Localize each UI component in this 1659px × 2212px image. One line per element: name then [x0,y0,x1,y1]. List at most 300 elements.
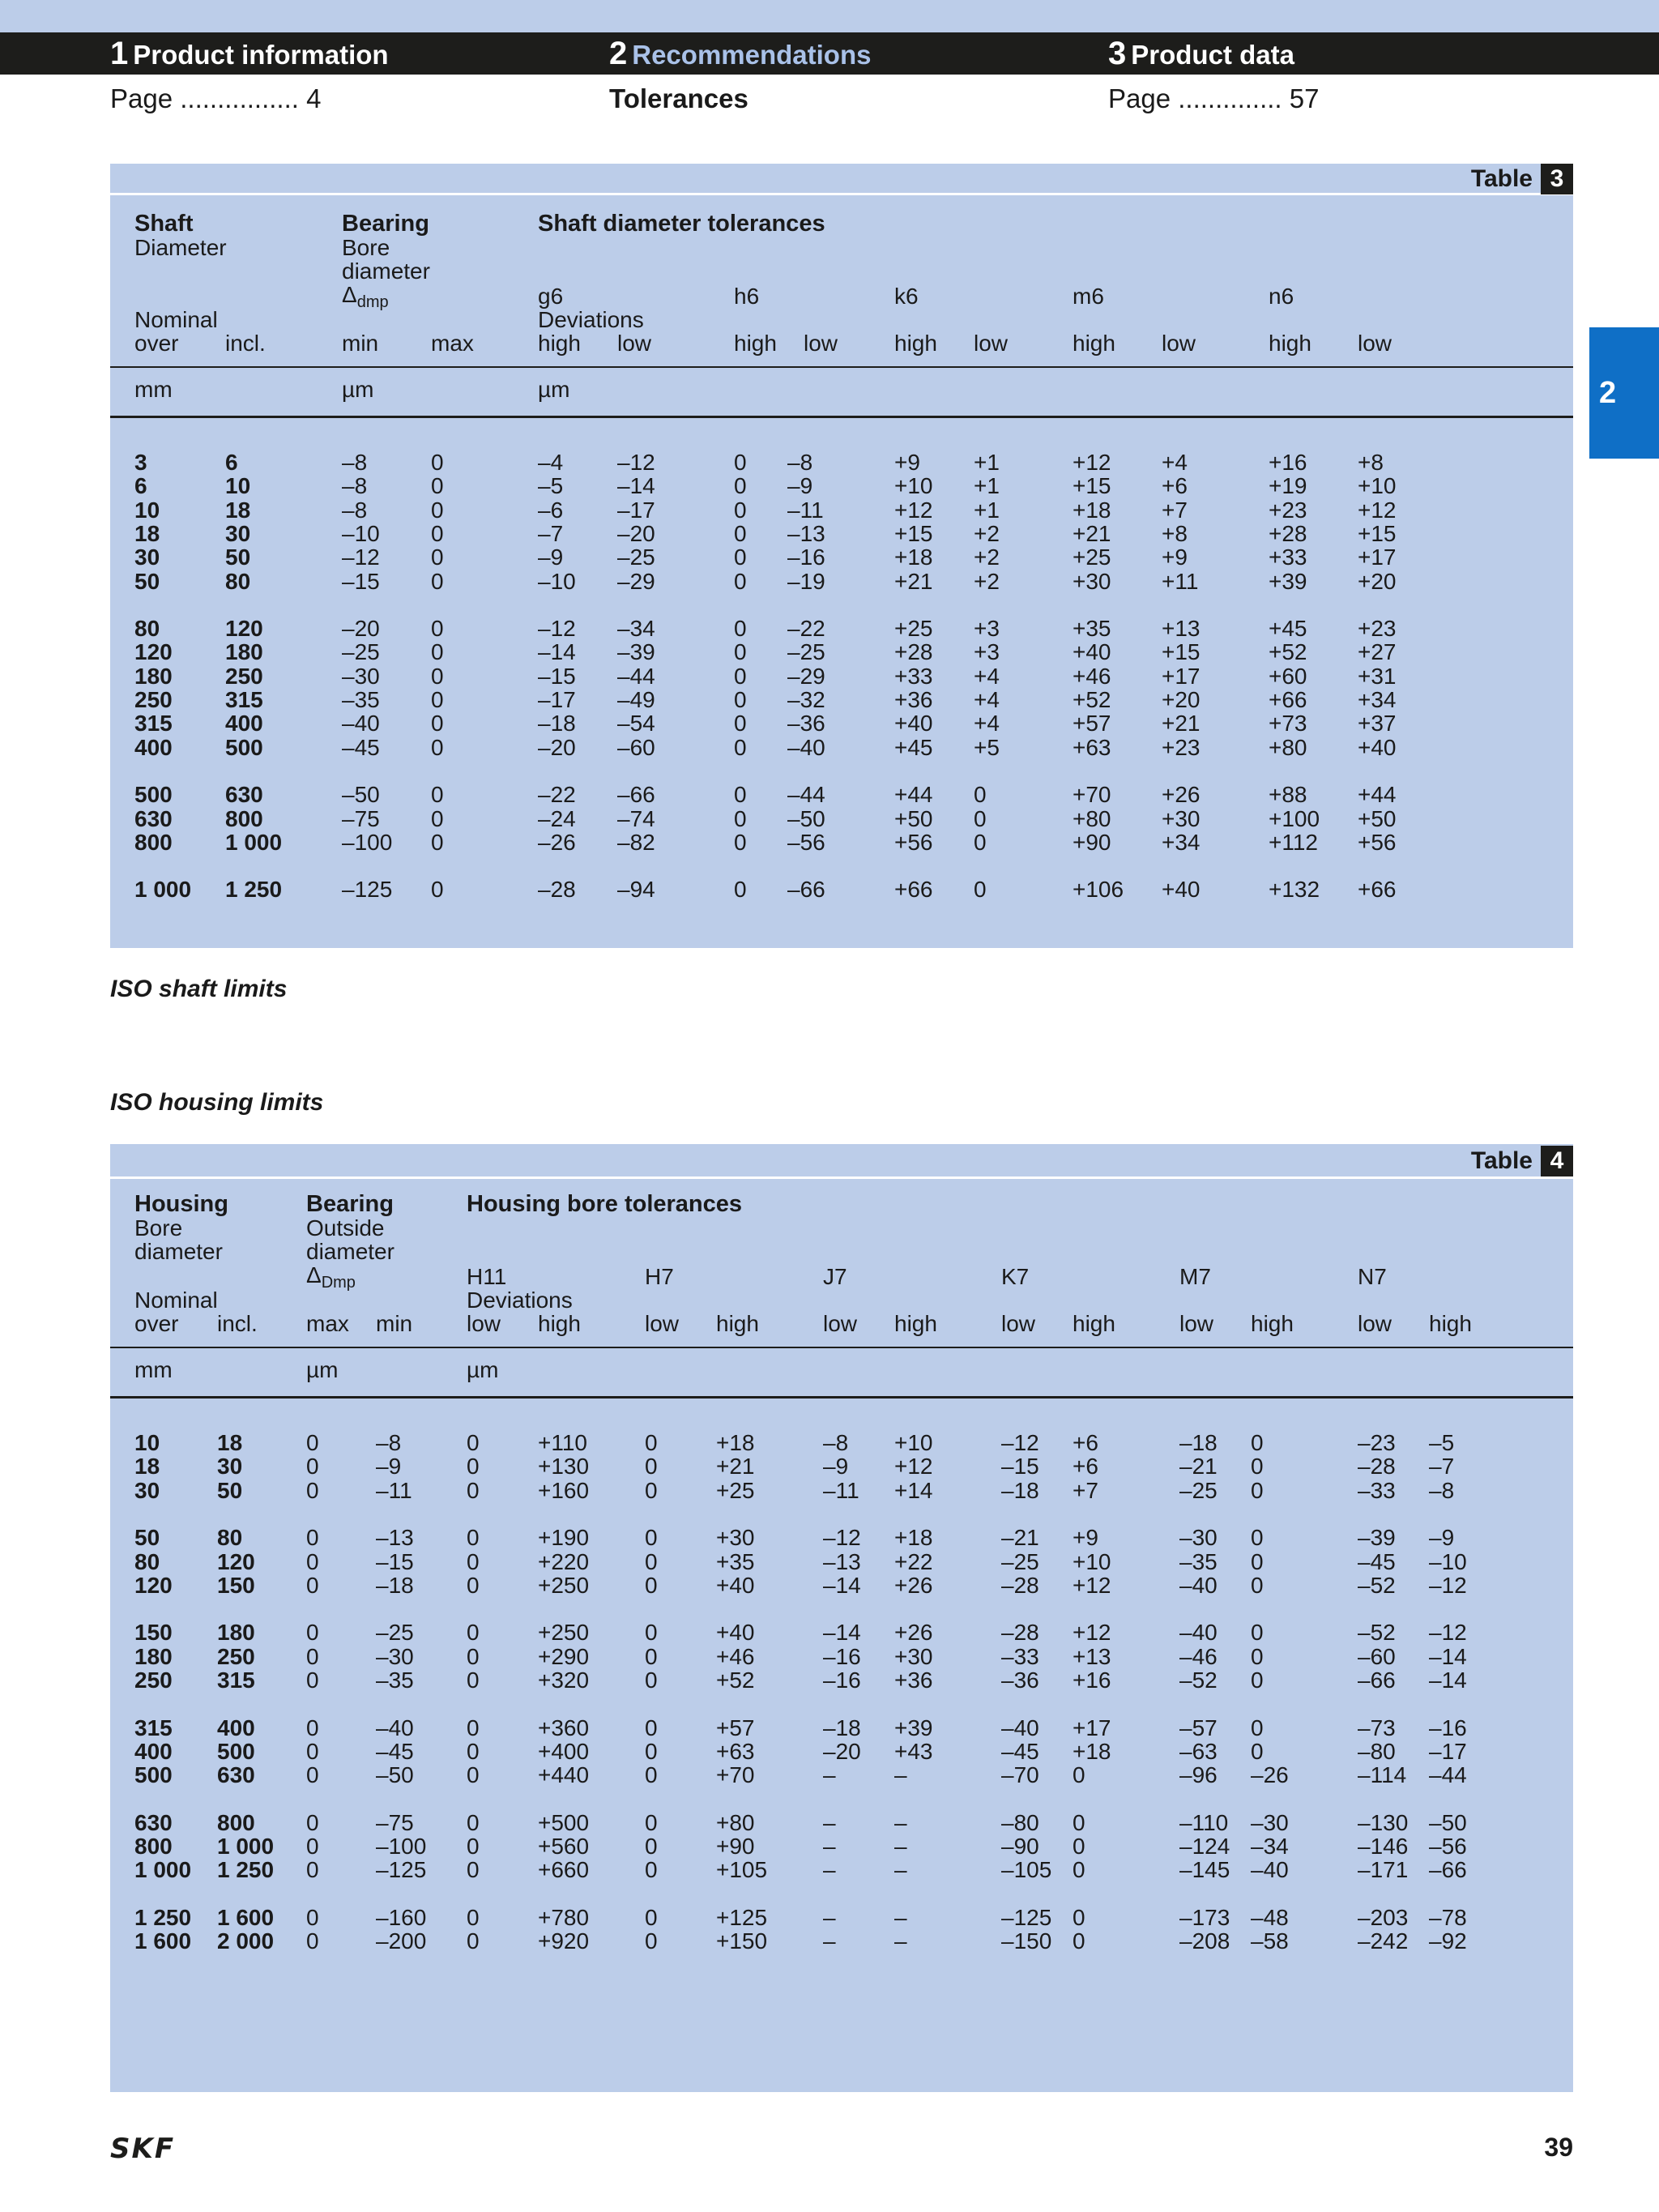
tolerance-value-cell: –32 [787,687,825,712]
tolerance-value-cell: 0 [974,782,987,808]
tolerance-value-cell: +100 [1269,805,1320,831]
nav-label: Product data [1131,40,1294,70]
nominal-diameter-cell: 1 000 [225,829,283,855]
housing-tolerance-table [110,1144,1573,2092]
tolerance-value-cell: – [823,1905,836,1930]
tolerance-value-cell: +250 [538,1620,590,1646]
units-rule [110,416,1573,418]
tolerance-value-cell: 0 [645,1572,658,1598]
delta-subscript: dmp [356,293,389,311]
tolerance-value-cell: +34 [1358,687,1397,712]
tolerance-value-cell: +56 [894,829,933,855]
nav-product-data[interactable] [1108,32,1294,75]
tolerance-value-cell: 0 [734,639,747,665]
col-header-high: high [734,331,777,356]
tolerance-value-cell: +6 [1162,473,1188,499]
tolerance-value-cell: –66 [617,782,655,808]
tolerance-value-cell: 0 [645,1668,658,1693]
tolerance-value-cell: +80 [1269,734,1307,760]
tolerance-value-cell: 0 [645,1430,658,1455]
unit-mm: mm [134,377,173,402]
tolerance-class-header: m6 [1073,284,1104,309]
tolerance-value-cell: +150 [716,1928,768,1954]
tolerance-value-cell: –16 [823,1668,861,1693]
col-header-high: high [538,1311,581,1336]
tolerance-value-cell: +8 [1358,450,1384,475]
tolerance-value-cell: –44 [617,663,655,689]
tolerance-value-cell: –22 [538,782,576,808]
tolerance-value-cell: –29 [787,663,825,689]
tolerance-value-cell: –96 [1179,1762,1218,1788]
tolerance-value-cell: 0 [306,1620,319,1646]
tolerance-value-cell: +45 [894,734,933,760]
tolerance-value-cell: –18 [376,1572,414,1598]
tolerance-value-cell: – [894,1834,907,1860]
nominal-diameter-cell: 120 [134,1572,173,1598]
col-header-nominal: Nominal [134,307,218,332]
tolerance-value-cell: – [823,1809,836,1835]
tolerance-value-cell: –19 [787,568,825,594]
tolerance-value-cell: – [894,1762,907,1788]
tolerance-value-cell: –40 [1179,1572,1218,1598]
col-header-high: high [894,331,937,356]
col-header-high: high [1269,331,1311,356]
nominal-diameter-cell: 2 000 [217,1928,275,1954]
tolerance-value-cell: 0 [645,1548,658,1574]
tolerance-value-cell: 0 [1073,1928,1085,1954]
tolerance-value-cell: 0 [734,711,747,737]
tolerance-value-cell: –25 [1001,1548,1039,1574]
tolerance-value-cell: –12 [1429,1620,1467,1646]
tolerance-value-cell: –80 [1001,1809,1039,1835]
nav-product-information[interactable] [110,32,389,75]
tolerance-value-cell: 0 [467,1548,480,1574]
tolerance-value-cell: +30 [894,1643,933,1669]
tolerance-value-cell: +73 [1269,711,1307,737]
tolerance-value-cell: +30 [716,1525,755,1551]
tolerance-value-cell: +52 [1073,687,1111,712]
tolerance-value-cell: 0 [306,1928,319,1954]
tolerance-value-cell: –12 [1001,1430,1039,1455]
tolerance-value-cell: –145 [1179,1857,1230,1883]
tolerance-value-cell: +20 [1162,687,1201,712]
nav-sub-page-link[interactable]: Page ................ 4 [110,83,322,113]
col-header-max: max [431,331,474,356]
tolerance-value-cell: –54 [617,711,655,737]
nominal-diameter-cell: 630 [134,1809,173,1835]
tolerance-value-cell: 0 [734,663,747,689]
nav-number: 3 [1108,36,1127,71]
tolerance-value-cell: +21 [716,1454,755,1480]
tolerance-value-cell: +112 [1269,829,1318,855]
nav-sub-page-link[interactable]: Page .............. 57 [1108,83,1320,113]
col-header-low: low [823,1311,858,1336]
tolerance-value-cell: –12 [1429,1572,1467,1598]
table-tag-line [110,193,1573,195]
tolerance-value-cell: –173 [1179,1905,1230,1930]
tolerance-value-cell: +15 [1073,473,1111,499]
tolerance-value-cell: 0 [306,1905,319,1930]
tolerance-value-cell: 0 [306,1643,319,1669]
tolerance-value-cell: 0 [431,568,444,594]
tolerance-value-cell: +16 [1073,1668,1111,1693]
tolerance-value-cell: 0 [734,805,747,831]
tolerance-value-cell: –22 [787,616,825,642]
tolerance-value-cell: –21 [1001,1525,1039,1551]
tolerance-value-cell: –15 [538,663,576,689]
tolerance-value-cell: +15 [1358,520,1397,546]
col-header-high: high [894,1311,937,1336]
delta-subscript: Dmp [321,1274,356,1292]
tolerance-value-cell: –40 [376,1715,414,1740]
col-header-sub: diameter [342,258,430,284]
caption-shaft: ISO shaft limits [110,976,288,1002]
caption-housing: ISO housing limits [110,1089,324,1116]
tolerance-value-cell: –50 [342,782,380,808]
tolerance-value-cell: +63 [1073,734,1111,760]
tolerance-value-cell: +10 [1358,473,1397,499]
tolerance-value-cell: –28 [538,877,576,903]
tolerance-value-cell: –125 [1001,1905,1052,1930]
tolerance-value-cell: +66 [1358,877,1397,903]
tolerance-value-cell: +90 [716,1834,755,1860]
tolerance-value-cell: –9 [1429,1525,1455,1551]
nominal-diameter-cell: 3 [134,450,147,475]
tolerance-value-cell: –8 [1429,1477,1455,1503]
tolerance-value-cell: +160 [538,1477,590,1503]
col-header-low: low [804,331,838,356]
tolerance-value-cell: +39 [894,1715,933,1740]
tolerance-value-cell: 0 [734,877,747,903]
col-header-low: low [1179,1311,1214,1336]
tolerance-class-header: K7 [1001,1264,1030,1289]
tolerance-value-cell: +25 [894,616,933,642]
nominal-diameter-cell: 180 [134,663,173,689]
tolerance-value-cell: –12 [342,544,380,570]
nominal-diameter-cell: 6 [225,450,238,475]
tolerance-value-cell: –105 [1001,1857,1052,1883]
tolerance-value-cell: 0 [1073,1762,1085,1788]
tolerance-value-cell: +18 [1073,1738,1111,1764]
nominal-diameter-cell: 315 [217,1668,255,1693]
tolerance-value-cell: +40 [1358,734,1397,760]
nominal-diameter-cell: 315 [134,711,173,737]
tolerance-value-cell: +9 [894,450,920,475]
tolerance-value-cell: – [894,1928,907,1954]
tolerance-class-header: n6 [1269,284,1294,309]
nominal-diameter-cell: 630 [134,805,173,831]
nominal-diameter-cell: 30 [134,1477,160,1503]
tolerance-value-cell: –50 [1429,1809,1467,1835]
tolerance-value-cell: 0 [1251,1430,1264,1455]
nav-number: 1 [110,36,129,71]
tolerance-value-cell: +8 [1162,520,1188,546]
tolerance-value-cell: –28 [1358,1454,1396,1480]
tolerance-value-cell: 0 [467,1762,480,1788]
tolerance-value-cell: –90 [1001,1834,1039,1860]
nominal-diameter-cell: 630 [225,782,263,808]
tolerance-value-cell: –15 [342,568,380,594]
nominal-diameter-cell: 80 [225,568,251,594]
nominal-diameter-cell: 18 [225,497,251,523]
table-tag-label: Table [1470,1147,1533,1174]
col-header-min: min [376,1311,413,1336]
tolerance-value-cell: – [894,1857,907,1883]
tolerance-value-cell: 0 [734,734,747,760]
tolerance-value-cell: 0 [734,520,747,546]
tolerance-value-cell: –10 [538,568,576,594]
tolerance-value-cell: +66 [1269,687,1307,712]
col-header-title: Bearing [306,1191,394,1217]
table-tag-line [110,1176,1573,1179]
tolerance-value-cell: 0 [306,1477,319,1503]
tolerance-value-cell: – [894,1809,907,1835]
tolerance-value-cell: –66 [1358,1668,1396,1693]
tolerance-value-cell: +1 [974,473,1000,499]
tolerance-value-cell: 0 [306,1548,319,1574]
tolerance-value-cell: –14 [1429,1643,1467,1669]
tolerance-value-cell: –26 [1251,1762,1289,1788]
col-header-delta-symbol [342,283,389,314]
tolerance-value-cell: +4 [974,711,1000,737]
tolerance-value-cell: +50 [1358,805,1397,831]
tolerance-value-cell: –29 [617,568,655,594]
nav-label: Recommendations [632,40,872,70]
tolerance-value-cell: 0 [1251,1715,1264,1740]
tolerance-value-cell: +36 [894,1668,933,1693]
tolerance-value-cell: +31 [1358,663,1397,689]
tolerance-value-cell: –30 [1251,1809,1289,1835]
tolerance-value-cell: +21 [1073,520,1111,546]
tolerance-value-cell: +28 [1269,520,1307,546]
tolerance-value-cell: +17 [1162,663,1201,689]
tolerance-value-cell: +10 [894,473,933,499]
tolerance-value-cell: +110 [538,1430,587,1455]
tolerance-class-header: N7 [1358,1264,1387,1289]
tolerance-value-cell: +13 [1073,1643,1111,1669]
tolerance-value-cell: +3 [974,616,1000,642]
nominal-diameter-cell: 315 [134,1715,173,1740]
tolerance-value-cell: –74 [617,805,655,831]
tolerance-value-cell: 0 [645,1738,658,1764]
tolerance-value-cell: 0 [431,450,444,475]
tolerance-value-cell: +25 [1073,544,1111,570]
col-header-sub: Bore [342,235,390,260]
nominal-diameter-cell: 400 [134,734,173,760]
col-header-high: high [716,1311,759,1336]
tolerance-value-cell: +12 [1073,1620,1111,1646]
nominal-diameter-cell: 120 [134,639,173,665]
tolerance-value-cell: –56 [787,829,825,855]
tolerance-value-cell: +2 [974,544,1000,570]
tolerance-value-cell: +28 [894,639,933,665]
tolerance-value-cell: –16 [823,1643,861,1669]
tolerance-value-cell: 0 [306,1809,319,1835]
tolerance-value-cell: –12 [538,616,576,642]
nominal-diameter-cell: 250 [225,663,263,689]
page-number: 39 [1544,2133,1573,2162]
col-header-low: low [1358,331,1392,356]
nominal-diameter-cell: 150 [134,1620,173,1646]
tolerance-value-cell: +18 [1073,497,1111,523]
tolerance-value-cell: 0 [1251,1454,1264,1480]
tolerance-value-cell: +1 [974,497,1000,523]
col-header-sub: diameter [134,1239,223,1264]
tolerance-value-cell: +70 [716,1762,755,1788]
col-header-min: min [342,331,379,356]
tolerance-value-cell: +132 [1269,877,1320,903]
tolerance-value-cell: –80 [1358,1738,1396,1764]
tolerance-value-cell: +250 [538,1572,590,1598]
nominal-diameter-cell: 1 600 [217,1905,275,1930]
col-header-high: high [538,331,581,356]
tolerance-value-cell: –200 [376,1928,427,1954]
tolerance-class-header: k6 [894,284,919,309]
table-tag [1471,164,1573,194]
tolerance-value-cell: 0 [645,1762,658,1788]
col-header-over: over [134,331,179,356]
tolerance-value-cell: –75 [376,1809,414,1835]
tolerance-value-cell: 0 [645,1809,658,1835]
tolerance-value-cell: +40 [894,711,933,737]
tolerance-value-cell: –60 [617,734,655,760]
nominal-diameter-cell: 50 [225,544,251,570]
nav-label: Product information [133,40,389,70]
tolerance-value-cell: –58 [1251,1928,1289,1954]
tolerance-value-cell: 0 [645,1715,658,1740]
nominal-diameter-cell: 80 [134,1548,160,1574]
tolerance-value-cell: –11 [823,1477,859,1503]
col-header-high: high [1073,1311,1115,1336]
tolerance-value-cell: 0 [734,568,747,594]
tolerance-value-cell: +33 [894,663,933,689]
tolerance-value-cell: –25 [376,1620,414,1646]
group-header-title: Shaft diameter tolerances [538,211,825,237]
tolerance-value-cell: +26 [894,1620,933,1646]
tolerance-value-cell: –94 [617,877,655,903]
tolerance-value-cell: –11 [376,1477,412,1503]
tolerance-value-cell: –12 [823,1525,861,1551]
tolerance-value-cell: –7 [538,520,564,546]
nav-sub-current-topic: Tolerances [609,83,748,113]
tolerance-value-cell: +50 [894,805,933,831]
tolerance-value-cell: –13 [787,520,825,546]
tolerance-value-cell: +6 [1073,1430,1098,1455]
table-tag [1471,1146,1573,1176]
nominal-diameter-cell: 6 [134,473,147,499]
tolerance-value-cell: –44 [1429,1762,1467,1788]
tolerance-value-cell: –7 [1429,1454,1455,1480]
nominal-diameter-cell: 10 [134,497,160,523]
nominal-diameter-cell: 400 [217,1715,255,1740]
col-header-low: low [1358,1311,1392,1336]
tolerance-value-cell: 0 [306,1857,319,1883]
tolerance-value-cell: 0 [431,616,444,642]
tolerance-value-cell: +90 [1073,829,1111,855]
nominal-diameter-cell: 150 [217,1572,255,1598]
tolerance-value-cell: +44 [894,782,933,808]
tolerance-value-cell: +33 [1269,544,1307,570]
nominal-diameter-cell: 500 [217,1738,255,1764]
tolerance-value-cell: 0 [1251,1525,1264,1551]
tolerance-value-cell: 0 [431,687,444,712]
nav-recommendations[interactable] [609,32,871,75]
tolerance-value-cell: +3 [974,639,1000,665]
tolerance-value-cell: 0 [645,1620,658,1646]
tolerance-value-cell: –25 [787,639,825,665]
group-header-deviations: Deviations [467,1287,573,1313]
nominal-diameter-cell: 80 [134,616,160,642]
tolerance-value-cell: +780 [538,1905,590,1930]
tolerance-value-cell: 0 [1251,1572,1264,1598]
tolerance-value-cell: 0 [1251,1668,1264,1693]
tolerance-value-cell: +30 [1073,568,1111,594]
tolerance-value-cell: 0 [467,1572,480,1598]
nominal-diameter-cell: 1 250 [134,1905,192,1930]
tolerance-value-cell: +920 [538,1928,590,1954]
tolerance-value-cell: –5 [1429,1430,1455,1455]
nominal-diameter-cell: 50 [134,568,160,594]
tolerance-value-cell: –17 [617,497,655,523]
tolerance-value-cell: +18 [716,1430,755,1455]
tolerance-value-cell: +57 [716,1715,755,1740]
tolerance-value-cell: –6 [538,497,564,523]
tolerance-value-cell: 0 [645,1454,658,1480]
tolerance-value-cell: 0 [431,544,444,570]
header-rule [110,366,1573,368]
nominal-diameter-cell: 120 [217,1548,255,1574]
nominal-diameter-cell: 800 [217,1809,255,1835]
tolerance-value-cell: –82 [617,829,655,855]
tolerance-value-cell: –34 [617,616,655,642]
tolerance-value-cell: –30 [342,663,380,689]
nominal-diameter-cell: 30 [134,544,160,570]
tolerance-value-cell: 0 [306,1834,319,1860]
tolerance-value-cell: –8 [376,1430,402,1455]
col-header-title: Bearing [342,211,429,237]
tolerance-value-cell: +105 [716,1857,768,1883]
tolerance-value-cell: +10 [894,1430,933,1455]
tolerance-value-cell: +26 [1162,782,1201,808]
tolerance-value-cell: –66 [1429,1857,1467,1883]
tolerance-value-cell: –14 [538,639,576,665]
tolerance-class-header: H11 [467,1264,507,1289]
chapter-side-tab[interactable]: 2 [1589,327,1659,459]
tolerance-value-cell: +2 [974,568,1000,594]
tolerance-value-cell: –18 [823,1715,861,1740]
tolerance-value-cell: +70 [1073,782,1111,808]
tolerance-value-cell: –25 [1179,1477,1218,1503]
col-header-max: max [306,1311,349,1336]
group-header-deviations: Deviations [538,307,644,332]
tolerance-value-cell: –63 [1179,1738,1218,1764]
nominal-diameter-cell: 630 [217,1762,255,1788]
tolerance-value-cell: +21 [1162,711,1201,737]
tolerance-value-cell: –8 [342,473,368,499]
tolerance-value-cell: 0 [431,497,444,523]
tolerance-value-cell: +14 [894,1477,933,1503]
tolerance-class-header: M7 [1179,1264,1211,1289]
tolerance-value-cell: –56 [1429,1834,1467,1860]
tolerance-value-cell: 0 [734,782,747,808]
tolerance-value-cell: +23 [1358,616,1397,642]
tolerance-value-cell: –35 [342,687,380,712]
unit-um: µm [342,377,374,402]
col-header-low: low [645,1311,680,1336]
tolerance-value-cell: +12 [894,497,933,523]
tolerance-value-cell: 0 [1073,1857,1085,1883]
tolerance-value-cell: +2 [974,520,1000,546]
